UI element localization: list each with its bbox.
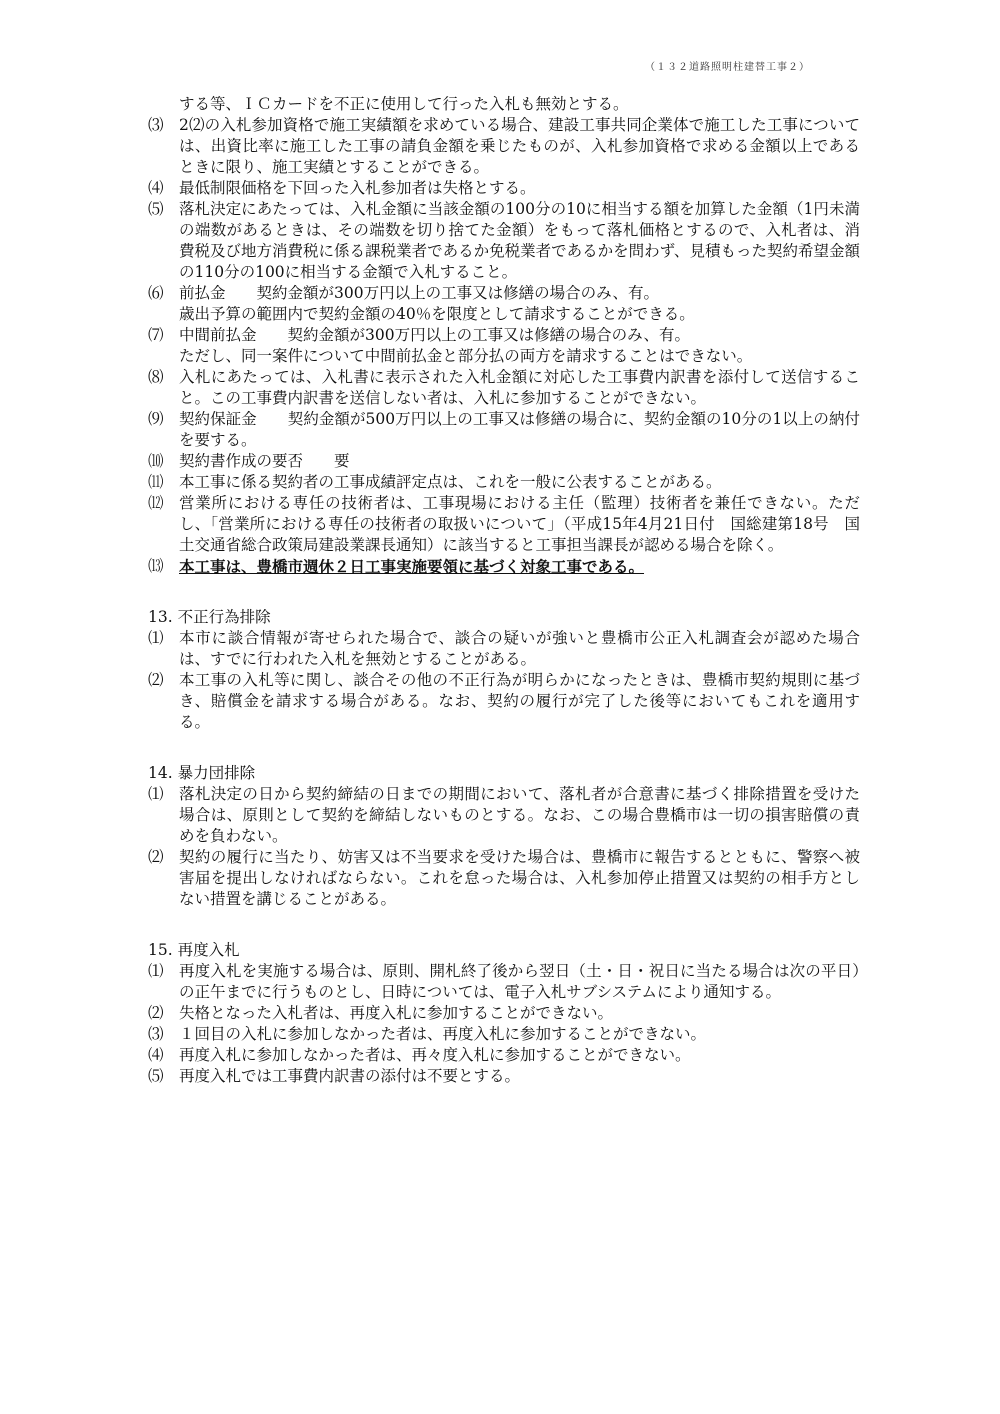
item-text: 営業所における専任の技術者は、工事現場における主任（監理）技術者を兼任できない。ただし、「営業所における専任の技術者の取扱いについて」（平成15年4月21日付 国総建第18号 国土交通省総合政策局建設業課長通知）に該当すると工事担当課長が認める場合を除く。	[179, 494, 860, 554]
item-text: 再度入札では工事費内訳書の添付は不要とする。	[179, 1067, 521, 1085]
item-number: ⑴	[148, 785, 164, 803]
list-item	[148, 115, 860, 178]
list-item	[148, 451, 860, 472]
item-subtext: 歳出予算の範囲内で契約金額の40％を限度として請求することができる。	[179, 305, 695, 323]
document-body	[148, 94, 860, 1087]
item-subtext: ただし、同一案件について中間前払金と部分払の両方を請求することはできない。	[179, 347, 753, 365]
item-number: ⑵	[148, 1004, 164, 1022]
list-item	[148, 472, 860, 493]
list-item	[148, 1066, 860, 1087]
item-text: 再度入札を実施する場合は、原則、開札終了後から翌日（土・日・祝日に当たる場合は次の平日）の正午までに行うものとし、日時については、電子入札サブシステムにより通知する。	[179, 962, 860, 1001]
section-title: 15. 再度入札	[148, 941, 240, 959]
item-text: 契約書作成の要否 要	[179, 452, 350, 470]
list-item	[148, 1024, 860, 1045]
item-text: １回目の入札に参加しなかった者は、再度入札に参加することができない。	[179, 1025, 707, 1043]
item-text: 入札にあたっては、入札書に表示された入札金額に対応した工事費内訳書を添付して送信すること。この工事費内訳書を送信しない者は、入札に参加することができない。	[179, 368, 860, 407]
list-item	[148, 1003, 860, 1024]
section-15	[148, 940, 860, 1087]
list-item	[148, 670, 860, 733]
list-item	[148, 784, 860, 847]
item-number: ⑼	[148, 410, 164, 428]
list-item	[148, 847, 860, 910]
item-number: ⑹	[148, 284, 164, 302]
section-12-list	[148, 115, 860, 577]
item-number: ⑶	[148, 1025, 164, 1043]
item-text: 失格となった入札者は、再度入札に参加することができない。	[179, 1004, 614, 1022]
item-text: 最低制限価格を下回った入札参加者は失格とする。	[179, 179, 536, 197]
item-number: ⑽	[148, 452, 164, 470]
item-text: 再度入札に参加しなかった者は、再々度入札に参加することができない。	[179, 1046, 691, 1064]
item-number: ⑿	[148, 494, 164, 512]
item-text: 本工事に係る契約者の工事成績評定点は、これを一般に公表することがある。	[179, 473, 722, 491]
item-number: ⑴	[148, 629, 164, 647]
list-item	[148, 493, 860, 556]
continuation-text: する等、ＩＣカードを不正に使用して行った入札も無効とする。	[179, 95, 629, 113]
emphasized-item-text: 本工事は、豊橋市週休２日工事実施要領に基づく対象工事である。	[179, 557, 645, 576]
item-number: ⑶	[148, 116, 164, 134]
list-item	[148, 961, 860, 1003]
section-title: 14. 暴力団排除	[148, 764, 256, 782]
item-number: ⑵	[148, 671, 164, 689]
item-text: 前払金 契約金額が300万円以上の工事又は修繕の場合のみ、有。	[179, 284, 660, 302]
list-item	[148, 283, 860, 304]
item-text: 2⑵の入札参加資格で施工実績額を求めている場合、建設工事共同企業体で施工した工事については、出資比率に施工した工事の請負金額を乗じたものが、入札参加資格で求める金額以上であるときに限り、施工実績とすることができる。	[179, 116, 860, 176]
item-number: ⑸	[148, 200, 164, 218]
item-text: 契約保証金 契約金額が500万円以上の工事又は修繕の場合に、契約金額の10分の1以上の納付を要する。	[179, 410, 860, 449]
list-item	[148, 199, 860, 283]
item-text: 本工事の入札等に関し、談合その他の不正行為が明らかになったときは、豊橋市契約規則に基づき、賠償金を請求する場合がある。なお、契約の履行が完了した後等においてもこれを適用する。	[179, 671, 860, 731]
item-number: ⑷	[148, 179, 164, 197]
document-header: （１３２道路照明柱建替工事２）	[645, 62, 810, 73]
list-item	[148, 409, 860, 451]
item-number: ⑷	[148, 1046, 164, 1064]
section-13	[148, 607, 860, 733]
item-number: ⑴	[148, 962, 164, 980]
list-item	[148, 367, 860, 409]
section-14	[148, 763, 860, 910]
item-text: 契約の履行に当たり、妨害又は不当要求を受けた場合は、豊橋市に報告するとともに、警察へ被害届を提出しなければならない。これを怠った場合は、入札参加停止措置又は契約の相手方としない措置を講じることがある。	[179, 848, 860, 908]
item-number: ⑻	[148, 368, 164, 386]
list-item	[148, 628, 860, 670]
item-text: 本市に談合情報が寄せられた場合で、談合の疑いが強いと豊橋市公正入札調査会が認めた場合は、すでに行われた入札を無効とすることがある。	[179, 629, 860, 668]
list-item	[148, 556, 860, 577]
item-text: 落札決定の日から契約締結の日までの期間において、落札者が合意書に基づく排除措置を受けた場合は、原則として契約を締結しないものとする。なお、この場合豊橋市は一切の損害賠償の責めを負わない。	[179, 785, 860, 845]
list-item	[148, 1045, 860, 1066]
list-item	[148, 178, 860, 199]
item-number: ⑸	[148, 1067, 164, 1085]
item-number: ⒀	[148, 557, 164, 575]
item-number: ⑾	[148, 473, 164, 491]
item-text: 落札決定にあたっては、入札金額に当該金額の100分の10に相当する額を加算した金額（1円未満の端数があるときは、その端数を切り捨てた金額）をもって落札価格とするので、入札者は、消費税及び地方消費税に係る課税業者であるか免税業者であるかを問わず、見積もった契約希望金額の110分の100に相当する金額で入札すること。	[179, 200, 860, 281]
item-number: ⑵	[148, 848, 164, 866]
list-item	[148, 325, 860, 346]
item-text: 中間前払金 契約金額が300万円以上の工事又は修繕の場合のみ、有。	[179, 326, 691, 344]
section-title: 13. 不正行為排除	[148, 608, 271, 626]
item-number: ⑺	[148, 326, 164, 344]
